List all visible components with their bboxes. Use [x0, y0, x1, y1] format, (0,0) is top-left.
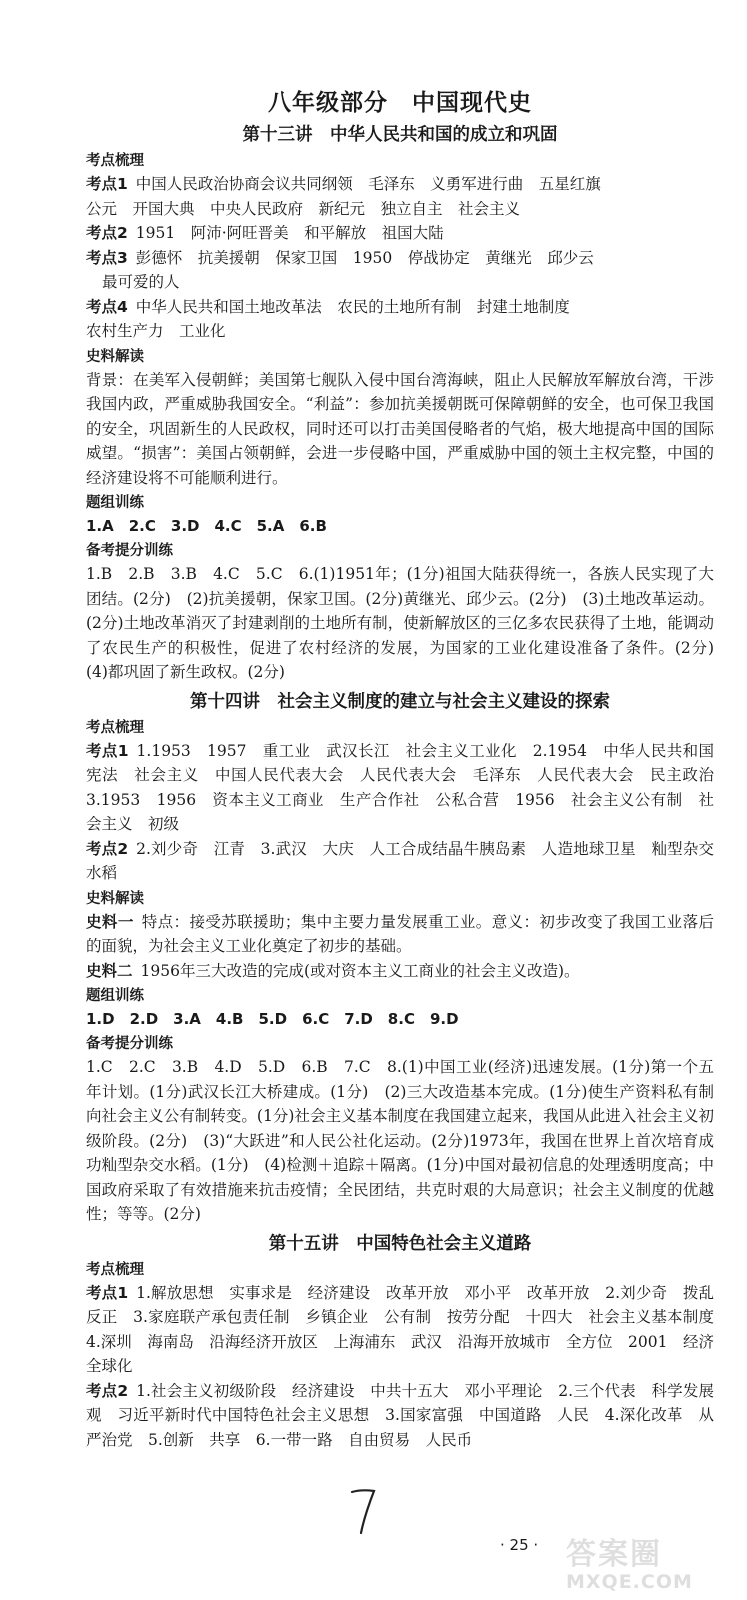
l14-section-kaodian: 考点梳理 — [86, 719, 144, 736]
l13-section-beikao: 备考提分训练 — [86, 543, 173, 559]
l14-tizu-answers: 1.D 2.D 3.A 4.B 5.D 6.C 7.D 8.C 9.D — [86, 1010, 459, 1028]
watermark-logo-text: 答案圈 — [566, 1537, 662, 1572]
l13-beikao-text: 1.B 2.B 3.B 4.C 5.C 6.(1)1951年；(1分)祖国大陆获得统一，各族人民实现了大团结。(2分) (2)抗美援朝，保家卫国。(2分)黄继光、邱少云。(2分) (3)土地改革运动。(2分)土地改革消灭了封建剥削的土地所有制，使新解放区的三亿多农民获得了土地，能调动了农民生产的积极性，促进了农村经济的发展，为国家的工业化建设准备了条件。(2分) (4)都巩固了新生政权。(2分) — [86, 565, 730, 681]
lecture-13-title: 第十三讲 中华人民共和国的成立和巩固 — [242, 125, 558, 145]
l15-point-2-text: 1.社会主义初级阶段 经济建设 中共十五大 邓小平理论 2.三个代表 科学发展观 习近平新时代中国特色社会主义思想 3.国家富强 中国道路 人民 4.深化改革 从严治党 5.创新 共享 6.一带一路 自由贸易 人民币 — [86, 1381, 714, 1449]
lecture-15-title: 第十五讲 中国特色社会主义道路 — [268, 1233, 532, 1254]
l14-shiliao-2 — [86, 959, 714, 984]
l14-section-shiliao: 史料解读 — [86, 890, 144, 907]
l13-point-4 — [86, 295, 714, 320]
l15-point-1-text: 1.解放思想 实事求是 经济建设 改革开放 邓小平 改革开放 2.刘少奇 拨乱反正 3.家庭联产承包责任制 乡镇企业 公有制 按劳分配 十四大 社会主义基本制度 4.深圳 海南岛 沿海经济开放区 上海浦东 武汉 沿海开放城市 全方位 2001 经济全球化 — [86, 1283, 730, 1375]
l13-point-2 — [86, 221, 714, 246]
l15-section-kaodian: 考点梳理 — [86, 1261, 144, 1278]
l14-point-2-text: 2.刘少奇 江青 3.武汉 大庆 人工合成结晶牛胰岛素 人造地球卫星 籼型杂交水稻 — [86, 839, 714, 882]
l14-beikao-text: 1.C 2.C 3.B 4.D 5.D 6.B 7.C 8.(1)中国工业(经济)迅速发展。(1分)第一个五年计划。(1分)武汉长江大桥建成。(1分) (2)三大改造基本完成。(1分)使生产资料私有制向社会主义公有制转变。(1分)社会主义基本制度在我国建立起来，我国从此进入社会主义初级阶段。(2分) (3)“大跃进”和人民公社化运动。(2分)1973年，我国在世界上首次培育成功籼型杂交水稻。(1分) (4)检测＋追踪＋隔离。(1分)中国对最初信息的处理透明度高；中国政府采取了有效措施来抗击疫情；全民团结，共克时艰的大局意识；社会主义制度的优越性；等等。(2分) — [86, 1058, 714, 1223]
l14-shiliao-1-label: 史料一 — [86, 912, 134, 931]
l13-point-2-text: 1951 阿沛·阿旺晋美 和平解放 祖国大陆 — [135, 224, 444, 242]
l14-section-tizu: 题组训练 — [86, 988, 144, 1004]
l13-point-1-cont: 公元 开国大典 中央人民政府 新纪元 独立自主 社会主义 — [86, 199, 521, 218]
l14-point-1 — [86, 739, 730, 837]
l15-point-1 — [86, 1281, 730, 1379]
l13-point-3 — [86, 246, 714, 271]
l13-shiliao-text: 背景：在美军入侵朝鲜；美国第七舰队入侵中国台湾海峡，阻止人民解放军解放台湾，干涉我国内政，严重威胁我国安全。“利益”：参加抗美援朝既可保障朝鲜的安全，也可保卫我国的安全，巩固新生的人民政权，同时还可以打击美国侵略者的气焰，极大地提高中国的国际威望。“损害”：美国占领朝鲜，会进一步侵略中国，严重威胁中国的领土主权完整，中国的经济建设将不可能顺利进行。 — [86, 370, 714, 487]
l14-shiliao-1-text: 特点：接受苏联援助；集中主要力量发展重工业。意义：初步改变了我国工业落后的面貌，为社会主义工业化奠定了初步的基础。 — [86, 912, 714, 955]
page-number: · 25 · — [500, 1536, 539, 1554]
l13-point-3-label: 考点3 — [86, 248, 128, 267]
lecture-14-title: 第十四讲 社会主义制度的建立与社会主义建设的探索 — [190, 691, 610, 712]
l14-point-2-label: 考点2 — [86, 839, 129, 858]
l13-section-tizu: 题组训练 — [86, 495, 144, 511]
site-watermark — [560, 1525, 742, 1597]
l13-point-3-text-a: 彭德怀 抗美援朝 保家卫国 1950 停战协定 黄继光 邱少云 — [135, 248, 594, 267]
l13-section-kaodian: 考点梳理 — [86, 153, 144, 169]
l13-point-3-cont: 最可爱的人 — [102, 273, 180, 291]
l13-tizu-answers: 1.A 2.C 3.D 4.C 5.A 6.B — [86, 517, 327, 535]
page-title: 八年级部分 中国现代史 — [268, 90, 532, 116]
l14-shiliao-2-label: 史料二 — [86, 961, 133, 980]
l15-point-2 — [86, 1379, 714, 1453]
l13-point-4-cont: 农村生产力 工业化 — [86, 322, 226, 340]
l13-section-shiliao: 史料解读 — [86, 348, 144, 365]
l15-point-2-label: 考点2 — [86, 1381, 129, 1400]
l14-shiliao-2-text: 1956年三大改造的完成(或对资本主义工商业的社会主义改造)。 — [140, 961, 580, 980]
l13-point-1-text-a: 中国人民政治协商会议共同纲领 毛泽东 义勇军进行曲 五星红旗 — [135, 175, 601, 193]
l14-point-1-text: 1.1953 1957 重工业 武汉长江 社会主义工业化 2.1954 中华人民共和国宪法 社会主义 中国人民代表大会 人民代表大会 毛泽东 人民代表大会 民主政治 3.1953 1956 资本主义工商业 生产合作社 公私合营 1956 社会主义公有制 社会主义 初级 — [86, 741, 730, 833]
l13-point-1 — [86, 172, 714, 197]
l15-point-1-label: 考点1 — [86, 1283, 129, 1302]
l13-point-4-label: 考点4 — [86, 297, 128, 316]
l13-point-2-label: 考点2 — [86, 224, 128, 242]
l14-shiliao-1 — [86, 910, 714, 959]
handwritten-seven — [349, 1486, 377, 1536]
l13-point-4-text-a: 中华人民共和国土地改革法 农民的土地所有制 封建土地制度 — [135, 297, 570, 316]
document-page — [86, 86, 730, 1452]
l14-point-2 — [86, 837, 714, 886]
l14-section-beikao: 备考提分训练 — [86, 1036, 173, 1052]
l14-point-1-label: 考点1 — [86, 741, 129, 760]
l13-point-1-label: 考点1 — [86, 175, 128, 193]
watermark-url-text: MXQE.COM — [566, 1571, 693, 1593]
